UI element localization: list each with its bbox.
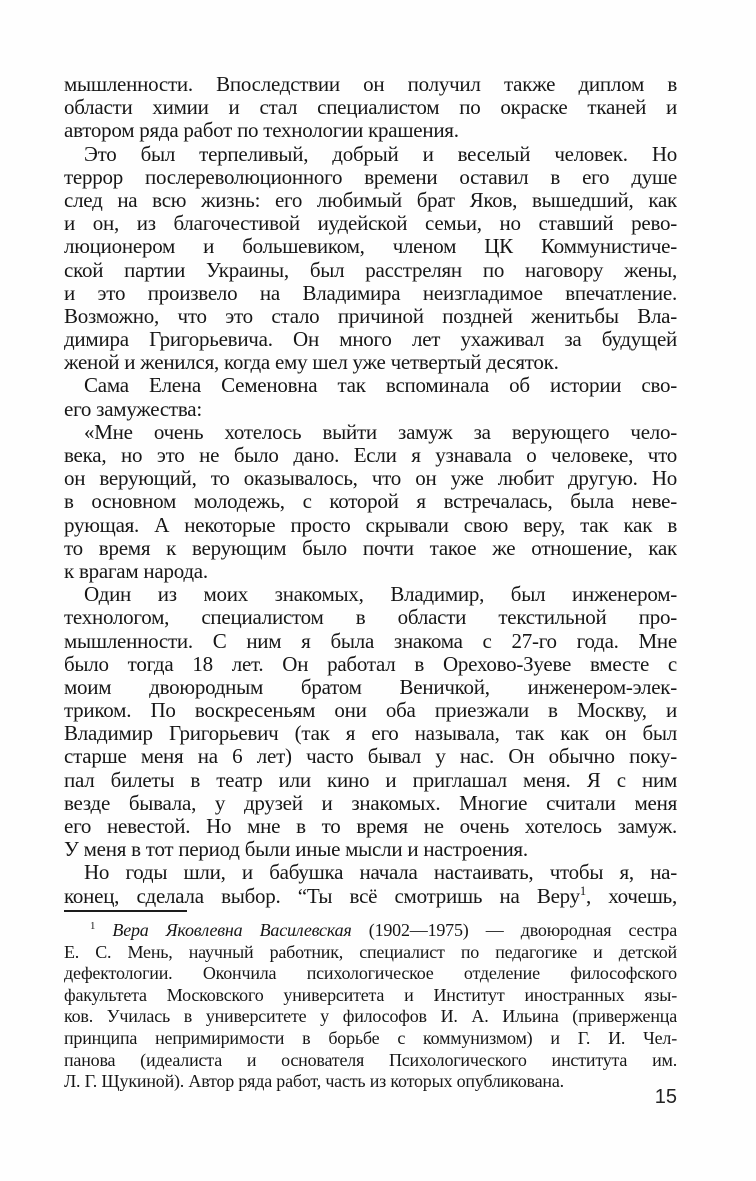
text-line: Л. Г. Щукиной). Автор ряда работ, часть из которых опубликована. [64, 1071, 564, 1092]
text-line: триком. По воскресеньям они оба приезжали в Москву, и [64, 699, 677, 723]
text-line: Один из моих знакомых, Владимир, был инженером- [84, 583, 677, 607]
text-line: мышленности. Впоследствии он получил также диплом в [64, 73, 677, 96]
text-line: было тогда 18 лет. Он работал в Орехово-Зуеве вместе с [64, 652, 677, 676]
paragraph [64, 920, 677, 1093]
text-segment: , хочешь, [585, 884, 677, 908]
footnote-marker: 1 [90, 920, 96, 932]
paragraph [64, 73, 677, 143]
text-line: Сама Елена Семеновна так вспоминала об истории сво- [84, 374, 677, 398]
text-line: автором ряда работ по технологии крашения. [64, 119, 459, 143]
text-line: ков. Училась в университете у философов И. А. Ильина (приверженца [64, 1006, 677, 1027]
text-line: века, но это не было дано. Если я узнавала о человеке, что [64, 444, 677, 467]
footnote-marker: 1 [579, 884, 586, 898]
text-line: его невестой. Но мне в то время не очень хотелось замуж. [64, 815, 677, 838]
footnote-separator [64, 910, 187, 912]
text-line: террор послереволюционного времени оставил в его душе [64, 165, 677, 189]
text-line: люционером и большевиком, членом ЦК Коммунистиче- [64, 235, 677, 259]
page-number: 15 [654, 1086, 677, 1108]
text-line: области химии и стал специалистом по окраске тканей и [64, 96, 677, 120]
text-line: Е. С. Мень, научный работник, специалист по педагогике и детской [64, 941, 677, 962]
text-line: принципа непримиримости в борьбе с коммунизмом) и Г. И. Чел- [64, 1027, 677, 1048]
text-line: димира Григорьевича. Он много лет ухаживал за будущей [64, 328, 677, 352]
text-line: к врагам народа. [64, 559, 208, 583]
text-line: его замужества: [64, 397, 202, 421]
text-line: то время к верующим было почти такое же отношение, как [64, 536, 677, 560]
text-segment: (1902—1975) — двоюродная сестра [351, 920, 677, 940]
text-line: Возможно, что это стало причиной поздней женитьбы Вла- [64, 304, 677, 328]
text-segment: конец, сделала выбор. “Ты всё смотришь на Веру [64, 884, 580, 908]
text-line: старше меня на 6 лет) часто бывал у нас. Он обычно поку- [64, 745, 677, 769]
text-line: женой и женился, когда ему шел уже четвертый десяток. [64, 351, 559, 375]
text-line: У меня в тот период были иные мысли и настроения. [64, 838, 528, 862]
text-line [64, 920, 677, 942]
text-line: Это был терпеливый, добрый и веселый человек. Но [84, 142, 677, 166]
paragraph [64, 421, 677, 583]
text-line: рующая. А некоторые просто скрывали свою веру, так как в [64, 513, 677, 537]
text-line: Но годы шли, и бабушка начала настаивать, чтобы я, на- [84, 861, 677, 885]
text-line: мышленности. С ним я была знакома с 27-го года. Мне [64, 629, 677, 653]
text-line: след на всю жизнь: его любимый брат Яков, вышедший, как [64, 188, 677, 212]
main-text-block [64, 73, 677, 908]
text-line: панова (идеалиста и основателя Психологического института им. [64, 1049, 677, 1070]
text-line: ской партии Украины, был расстрелян по наговору жены, [64, 258, 677, 282]
paragraph [64, 861, 677, 907]
text-line: факультета Московского университета и Институт иностранных язы- [64, 984, 677, 1005]
text-line: моим двоюродным братом Веничкой, инженером-элек- [64, 675, 677, 699]
text-segment: Вера Яковлевна Василевская [95, 920, 352, 940]
text-line: дефектологии. Окончила психологическое отделение философского [64, 963, 677, 984]
text-line: Владимир Григорьевич (так я его называла, так как он был [64, 722, 677, 746]
text-line: он верующий, то оказывалось, что он уже любит другую. Но [64, 467, 677, 491]
text-line: везде бывала, у друзей и знакомых. Многие считали меня [64, 791, 677, 815]
text-line: в основном молодежь, с которой я встречалась, была неве- [64, 490, 677, 514]
text-line: пал билеты в театр или кино и приглашал меня. Я с ним [64, 768, 677, 792]
paragraph [64, 143, 677, 375]
text-line: технологом, специалистом в области текстильной про- [64, 606, 677, 630]
paragraph [64, 583, 677, 861]
text-line: и это произвело на Владимира неизгладимое впечатление. [64, 281, 677, 305]
text-line [64, 885, 677, 908]
paragraph [64, 374, 677, 420]
text-line: и он, из благочестивой иудейской семьи, но ставший рево- [64, 212, 677, 236]
text-line: «Мне очень хотелось выйти замуж за верующего чело- [84, 420, 677, 444]
footnote-block [64, 920, 677, 1093]
